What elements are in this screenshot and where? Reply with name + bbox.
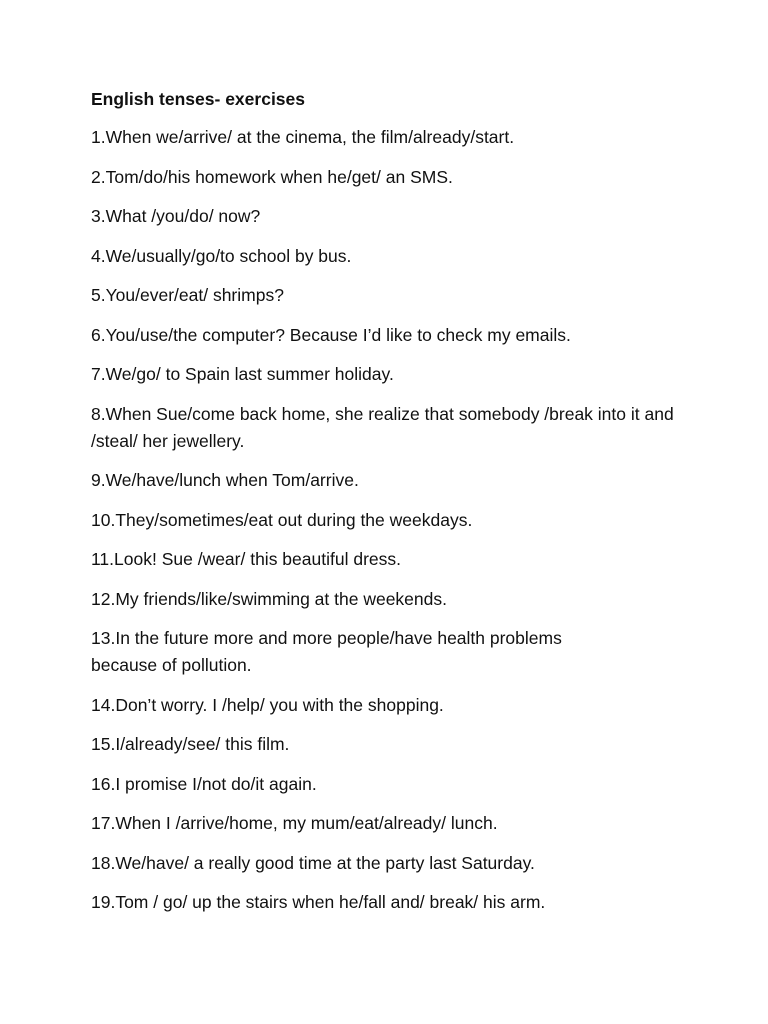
exercise-item-6: 6.You/use/the computer? Because I’d like to check my emails. — [91, 325, 571, 345]
exercise-item-12: 12.My friends/like/swimming at the weekends. — [91, 589, 447, 609]
exercise-item-16: 16.I promise I/not do/it again. — [91, 774, 317, 794]
exercise-item-11: 11.Look! Sue /wear/ this beautiful dress. — [91, 549, 401, 569]
exercise-item-19: 19.Tom / go/ up the stairs when he/fall and/ break/ his arm. — [91, 892, 546, 912]
exercise-item-14: 14.Don’t worry. I /help/ you with the shopping. — [91, 695, 444, 715]
document-title: English tenses- exercises — [91, 89, 305, 109]
exercise-item-10: 10.They/sometimes/eat out during the weekdays. — [91, 510, 473, 530]
exercise-item-3: 3.What /you/do/ now? — [91, 206, 261, 226]
exercise-item-18: 18.We/have/ a really good time at the party last Saturday. — [91, 853, 535, 873]
exercise-item-1: 1.When we/arrive/ at the cinema, the film/already/start. — [91, 127, 515, 147]
exercise-item-2: 2.Tom/do/his homework when he/get/ an SMS. — [91, 167, 453, 187]
exercise-item-17: 17.When I /arrive/home, my mum/eat/already/ lunch. — [91, 813, 498, 833]
exercise-item-7: 7.We/go/ to Spain last summer holiday. — [91, 364, 394, 384]
exercise-item-4: 4.We/usually/go/to school by bus. — [91, 246, 352, 266]
exercise-item-15: 15.I/already/see/ this film. — [91, 734, 290, 754]
exercise-item-8: 8.When Sue/come back home, she realize that somebody /break into it and /steal/ her jewellery. — [91, 404, 674, 451]
exercise-item-5: 5.You/ever/eat/ shrimps? — [91, 285, 284, 305]
exercise-item-9: 9.We/have/lunch when Tom/arrive. — [91, 470, 359, 490]
exercise-item-13: 13.In the future more and more people/have health problems because of pollution. — [91, 628, 562, 675]
